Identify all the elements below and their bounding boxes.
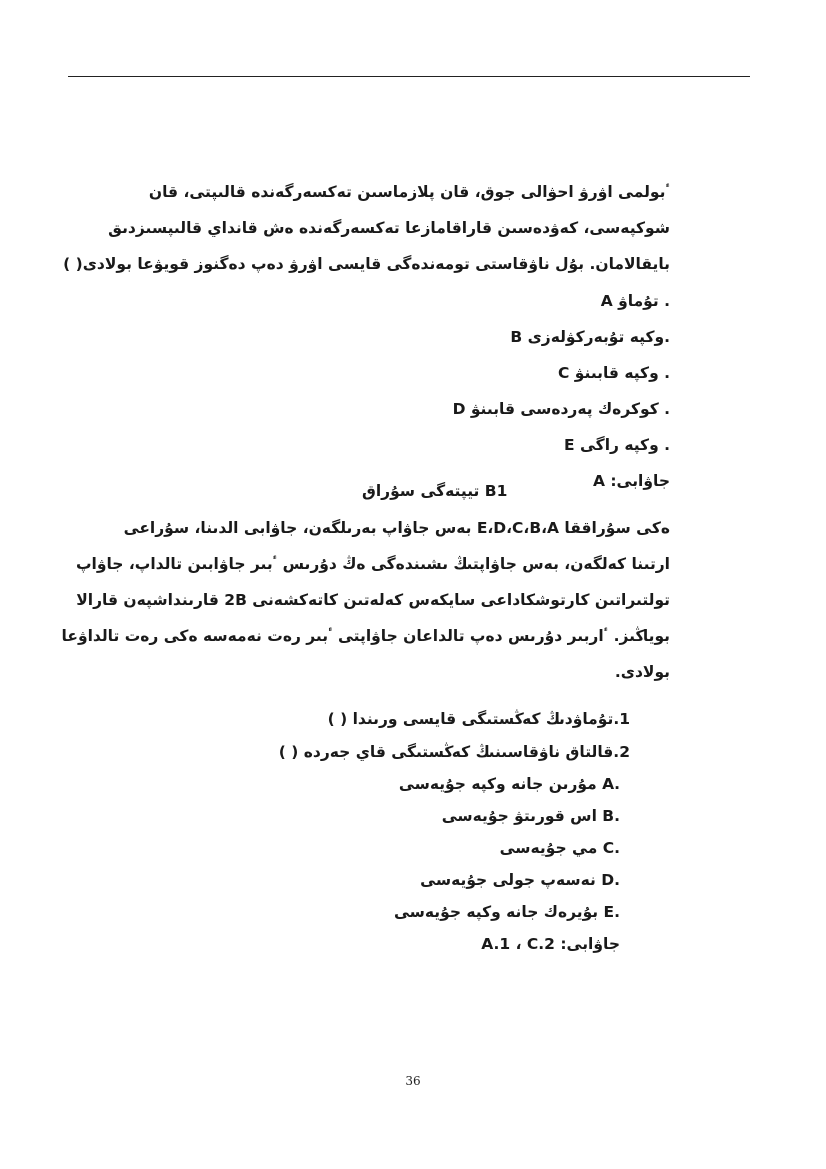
question-2-item-1: 1.تۇماۋدىڭ كەڭستىگى قايسى ورىندا ( ): [327, 710, 630, 728]
option-d: . كوكرەك پەردەسى قابىنۋ D: [452, 400, 670, 418]
instructions-line-2: ارتىنا كەلگەن، بەس جاۋاپتىڭ ىشىندەگى ەڭ دۇرىس ٴبىر جاۋابىن تالداپ، جاۋاپ: [75, 555, 670, 573]
instructions-line-4: بوياڭىز. ٴاربىر دۇرىس دەپ تالداعان جاۋاپتى ٴبىر رەت نەمەسە ەكى رەت تالداۋعا: [61, 627, 670, 645]
q2-option-d: .D نەسەپ جولى جۇيەسى: [420, 871, 620, 889]
q2-option-b: .B اس قورىتۋ جۇيەسى: [441, 807, 620, 825]
option-c: . وكپە قابىنۋ C: [557, 364, 670, 382]
option-b: .وكپە تۇبەركۋلەزى B: [510, 328, 670, 346]
question-2-item-2: 2.قالتاق ناۋقاسىنىڭ كەڭستىگى قاي جەردە ( ): [278, 743, 630, 761]
option-a: . تۇماۋ A: [600, 292, 670, 310]
q2-option-a: .A مۇرىن جانە وكپە جۇيەسى: [398, 775, 620, 793]
question-text-line-1: ٴبولمى اۋرۋ احۋالى جوق، قان پلازماسىن تەكسەرگەندە قالىپتى، قان: [148, 183, 670, 201]
page-number: 36: [405, 1074, 421, 1088]
option-e: . وكپە راگى E: [564, 436, 670, 454]
instructions-line-1: ەكى سۇراققا E،D،C،B،A بەس جاۋاپ بەرىلگەن، جاۋابى الدىنا، سۇراعى: [123, 519, 670, 537]
answer-1: جاۋابى: A: [592, 472, 670, 490]
question-text-line-2: شوكپەسى، كەۋدەسىن قاراقامازعا تەكسەرگەندە ەش قانداي قالىپسىزدىق: [108, 219, 670, 237]
answer-2: جاۋابى: A.1 ، C.2: [481, 935, 620, 953]
instructions-line-5: بولادى.: [614, 663, 670, 681]
instructions-line-3: تولتىراتىن كارتوشكاداعى سايكەس كەلەتىن كاتەكشەنى 2B قارىنداشپەن قارالا: [76, 591, 670, 609]
header-rule: [68, 76, 750, 77]
question-text-line-3: بايقالامان. بۇل ناۋقاستى تومەندەگى قايسى اۋرۋ دەپ دەگنوز قويۋعا بولادى( ): [63, 255, 670, 273]
q2-option-c: .C مي جۇيەسى: [499, 839, 620, 857]
q2-option-e: .E بۇيرەك جانە وكپە جۇيەسى: [393, 903, 620, 921]
section-title: B1 تيپتەگى سۇراق: [362, 482, 508, 500]
